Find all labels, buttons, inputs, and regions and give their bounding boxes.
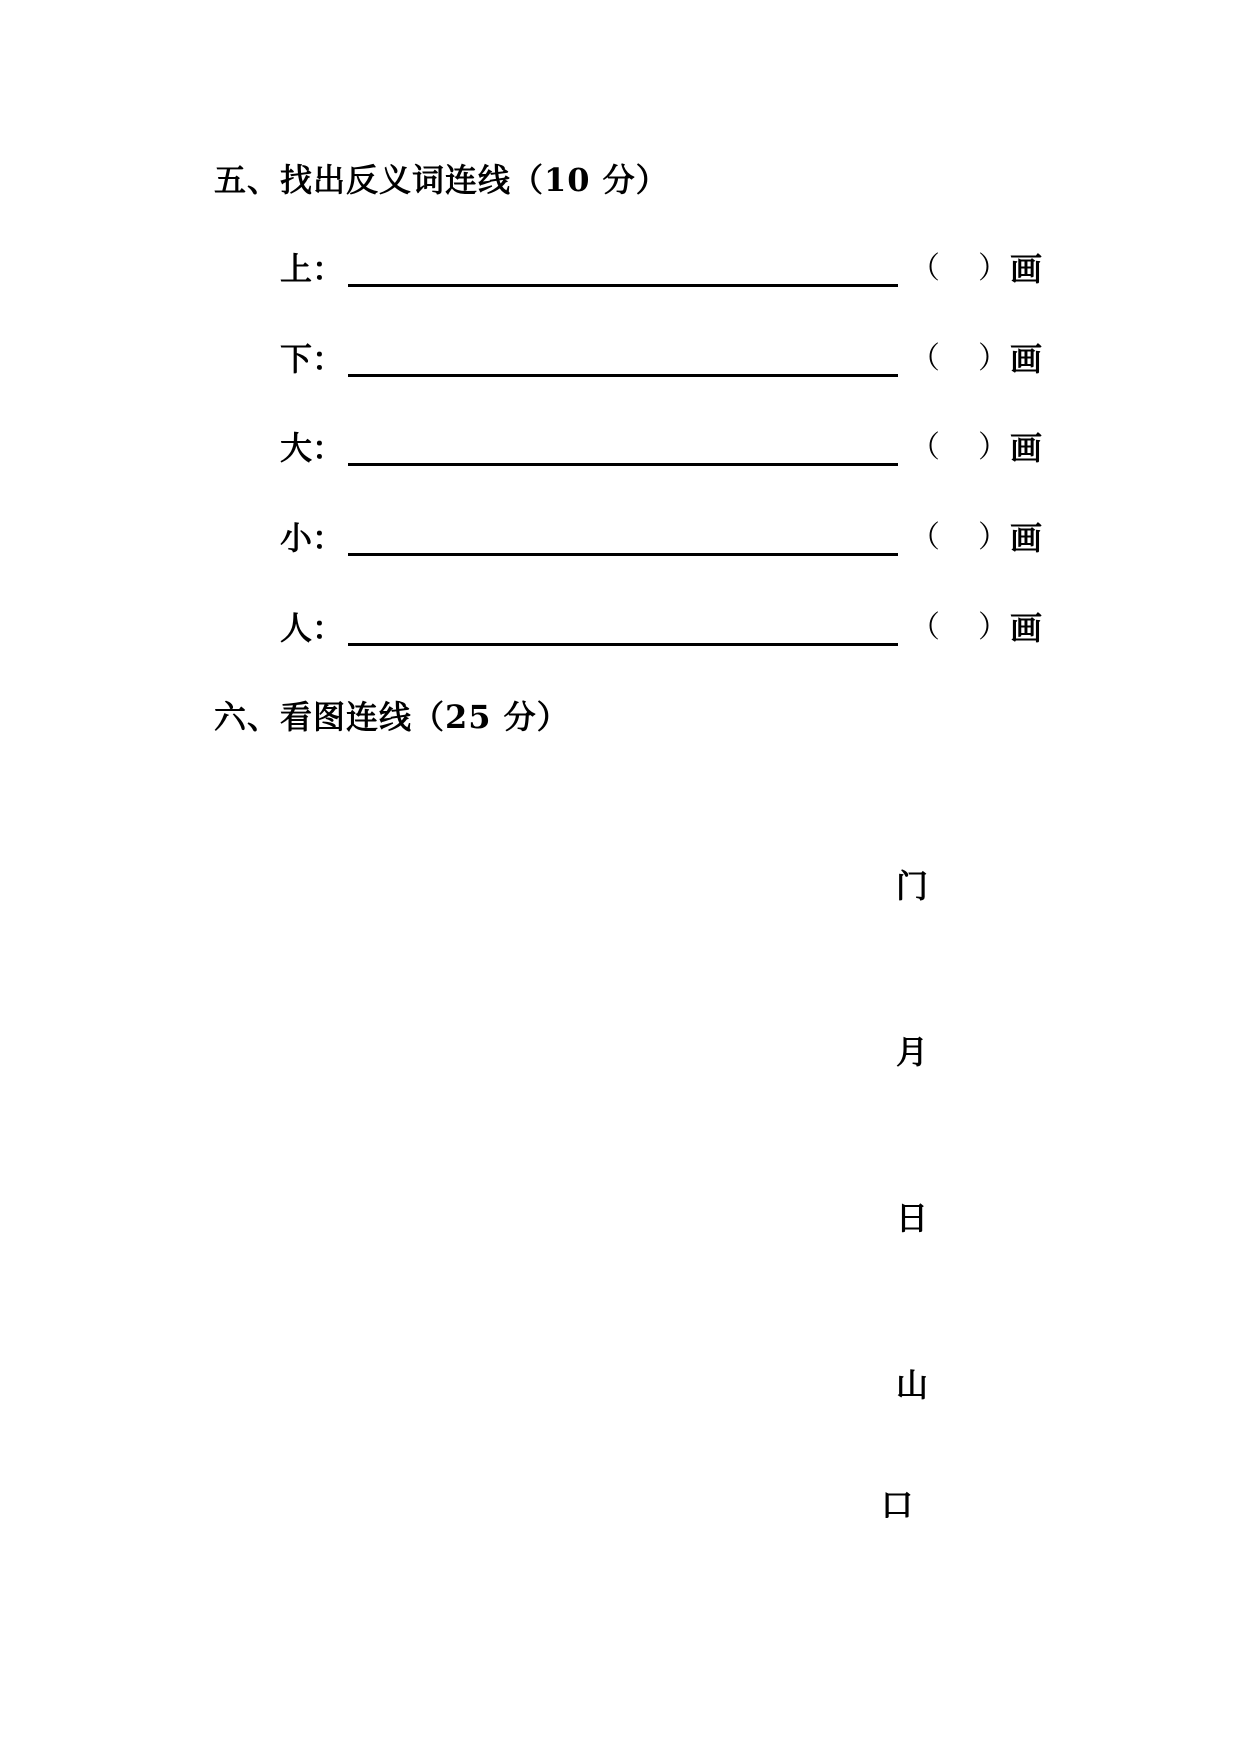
answer-line[interactable] [348,643,898,646]
open-paren: （ [910,341,940,376]
stroke-suffix: 画 [1010,519,1043,557]
row-character: 大： [280,429,345,467]
match-character[interactable]: 山 [896,1366,929,1404]
answer-line[interactable] [348,284,898,287]
close-paren: ） [978,520,1008,555]
answer-line[interactable] [348,374,898,377]
open-paren: （ [910,520,940,555]
antonym-row [0,334,1241,384]
match-character[interactable]: 日 [896,1199,929,1237]
antonym-row [0,603,1241,653]
open-paren: （ [910,610,940,645]
antonym-row [0,513,1241,563]
close-paren: ） [978,251,1008,286]
close-paren: ） [978,610,1008,645]
stroke-suffix: 画 [1010,340,1043,378]
match-character[interactable]: 月 [896,1033,929,1071]
row-character: 小： [280,519,345,557]
row-character: 上： [280,250,345,288]
close-paren: ） [978,341,1008,376]
stroke-suffix: 画 [1010,429,1043,467]
section-5-title: 五、找出反义词连线（10 分） [214,161,669,199]
open-paren: （ [910,251,940,286]
row-character: 下： [280,340,345,378]
stroke-suffix: 画 [1010,609,1043,647]
section-6-title: 六、看图连线（25 分） [214,698,570,736]
match-character[interactable]: 门 [896,867,929,905]
open-paren: （ [910,430,940,465]
stroke-suffix: 画 [1010,250,1043,288]
close-paren: ） [978,430,1008,465]
answer-line[interactable] [348,463,898,466]
match-character[interactable]: 口 [881,1486,914,1524]
antonym-row [0,423,1241,473]
answer-line[interactable] [348,553,898,556]
row-character: 人： [280,609,345,647]
antonym-row [0,244,1241,294]
